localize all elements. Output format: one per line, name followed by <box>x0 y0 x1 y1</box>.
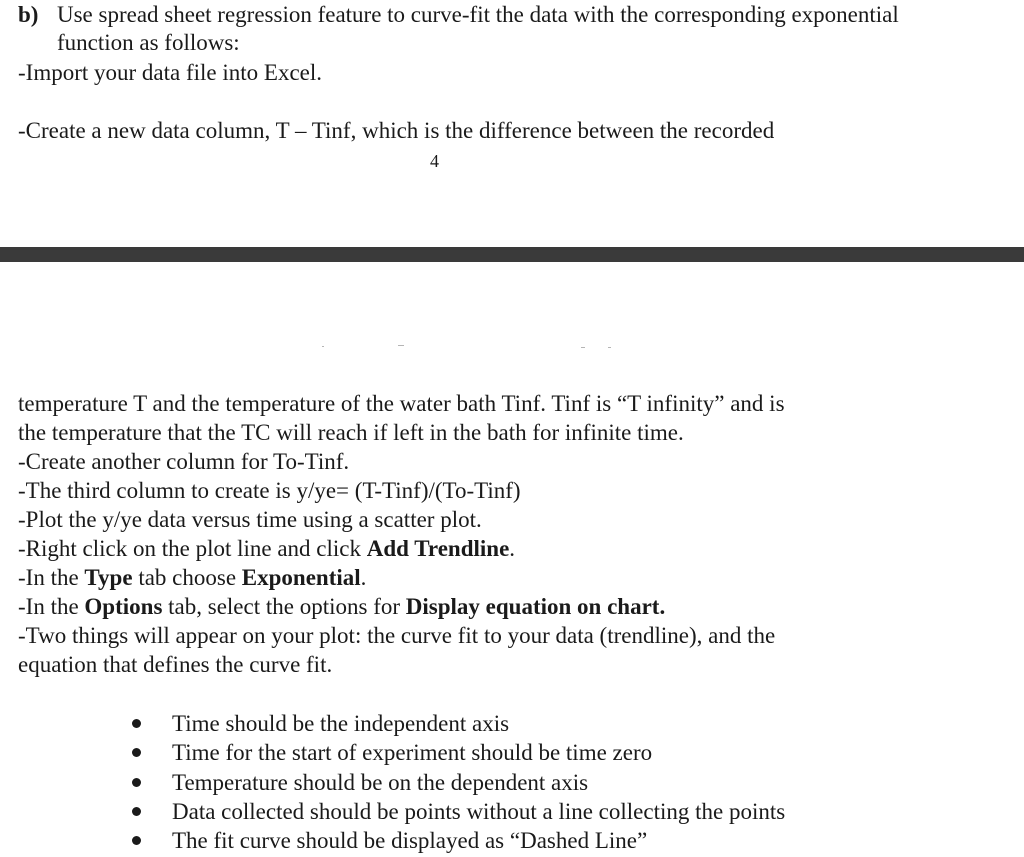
bullet-icon <box>132 719 141 728</box>
step-trendline-prefix: -Right click on the plot line and click <box>18 536 367 561</box>
list-item-text: Data collected should be points without a line collecting the points <box>172 799 786 824</box>
step-options <box>18 595 665 618</box>
step-another-column: -Create another column for To-Tinf. <box>18 449 350 474</box>
step-import: -Import your data file into Excel. <box>18 60 323 85</box>
page-number: 4 <box>430 151 439 171</box>
type-tab-term: Type <box>84 565 133 590</box>
add-trendline-term: Add Trendline <box>366 536 510 561</box>
list-item-text: Temperature should be on the dependent axis <box>172 770 589 795</box>
continuation-line-1: temperature T and the temperature of the water bath Tinf. Tinf is “T infinity” and is <box>18 391 785 416</box>
bullet-icon <box>132 748 141 757</box>
display-equation-term: Display equation on chart. <box>405 594 666 619</box>
page-break-divider <box>0 247 1024 262</box>
step-options-middle: tab, select the options for <box>162 594 406 619</box>
bullet-icon <box>132 807 141 816</box>
part-b-heading <box>18 3 38 26</box>
step-two-things-line-1: -Two things will appear on your plot: the curve fit to your data (trendline), and the <box>18 623 776 648</box>
step-two-things-line-2: equation that defines the curve fit. <box>18 652 333 677</box>
step-plot: -Plot the y/ye data versus time using a scatter plot. <box>18 507 482 532</box>
step-type <box>18 566 366 589</box>
part-b-intro-line-1: Use spread sheet regression feature to curve-fit the data with the corresponding exponential <box>57 2 899 27</box>
bullet-icon <box>132 778 141 787</box>
exponential-term: Exponential <box>241 565 361 590</box>
scan-specks <box>0 345 1024 349</box>
step-options-prefix: -In the <box>18 594 85 619</box>
step-type-prefix: -In the <box>18 565 85 590</box>
step-trendline-suffix: . <box>509 536 516 561</box>
part-b-intro-line-2: function as follows: <box>57 30 240 55</box>
step-type-suffix: . <box>360 565 367 590</box>
bullet-icon <box>132 836 141 845</box>
step-third-column: -The third column to create is y/ye= (T-Tinf)/(To-Tinf) <box>18 478 521 503</box>
part-b-label: b) <box>18 2 39 27</box>
step-new-column: -Create a new data column, T – Tinf, which is the difference between the recorded <box>18 118 775 143</box>
list-item-text: Time for the start of experiment should be time zero <box>172 740 653 765</box>
continuation-line-2: the temperature that the TC will reach if left in the bath for infinite time. <box>18 420 684 445</box>
list-item-text: Time should be the independent axis <box>172 711 510 736</box>
list-item-text: The fit curve should be displayed as “Dashed Line” <box>172 828 648 853</box>
step-type-middle: tab choose <box>132 565 242 590</box>
options-tab-term: Options <box>84 594 163 619</box>
step-trendline <box>18 537 515 560</box>
